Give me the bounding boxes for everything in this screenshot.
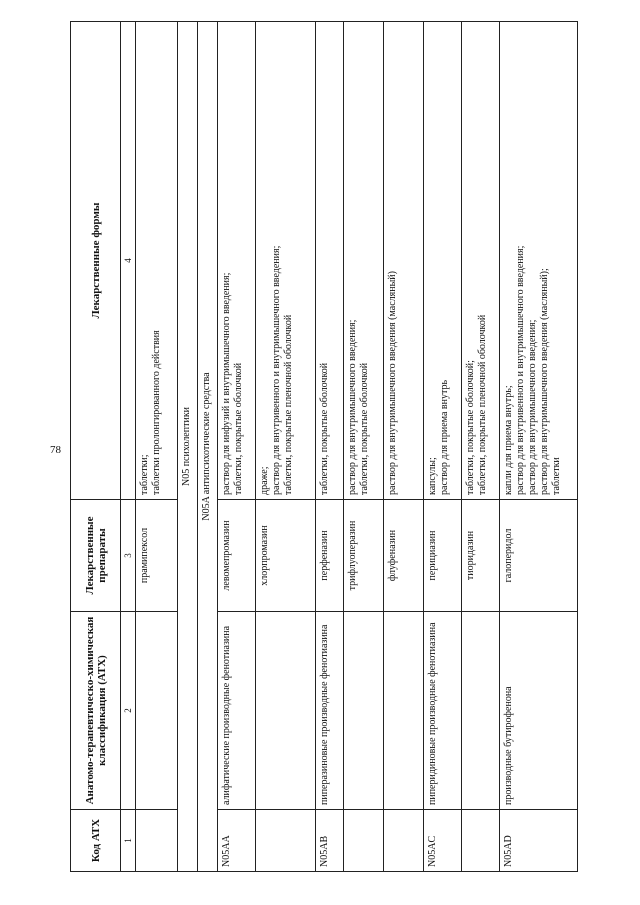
dosage-forms: таблетки, покрытые оболочкой xyxy=(316,22,344,500)
atc-class: алифатические производные фенотиазина xyxy=(218,612,256,810)
col-number: 2 xyxy=(121,612,136,810)
dosage-forms: таблетки, покрытые оболочкой; таблетки, покрытые пленочной оболочкой xyxy=(462,22,500,500)
drug-name: прамипексол xyxy=(136,500,178,612)
table-row xyxy=(218,22,256,872)
atc-class xyxy=(256,612,316,810)
drug-name: хлорпромазин xyxy=(256,500,316,612)
drug-name: тиоридазин xyxy=(462,500,500,612)
drug-name: перициазин xyxy=(424,500,462,612)
atc-class xyxy=(344,612,384,810)
table-row xyxy=(424,22,462,872)
drug-name: трифлуоперазин xyxy=(344,500,384,612)
section-title: N05 психолептики xyxy=(178,22,198,872)
dosage-forms: капли для приема внутрь; раствор для внутривенного и внутримышечного введения; раствор для внутримышечного введения; раствор для внутримышечного введения (масляный); таблетки xyxy=(500,22,578,500)
atc-code xyxy=(462,810,500,872)
col-number: 3 xyxy=(121,500,136,612)
atc-code: N05AA xyxy=(218,810,256,872)
table-row xyxy=(344,22,384,872)
dosage-forms: раствор для внутримышечного введения; таблетки, покрытые оболочкой xyxy=(344,22,384,500)
col-number: 4 xyxy=(121,22,136,500)
dosage-forms: раствор для внутримышечного введения (масляный) xyxy=(384,22,424,500)
header-code: Код АТХ xyxy=(71,810,121,872)
rotated-table-container xyxy=(70,22,570,872)
drug-name: галоперидол xyxy=(500,500,578,612)
drug-name: левомепромазин xyxy=(218,500,256,612)
header-forms: Лекарственные формы xyxy=(71,22,121,500)
table-row xyxy=(136,22,178,872)
atc-code: N05AC xyxy=(424,810,462,872)
section-row xyxy=(178,22,198,872)
col-number: 1 xyxy=(121,810,136,872)
dosage-forms: драже; раствор для внутривенного и внутримышечного введения; таблетки, покрытые пленочной оболочкой xyxy=(256,22,316,500)
page-number: 78 xyxy=(50,444,61,456)
atc-class: производные бутирофенона xyxy=(500,612,578,810)
atc-code: N05AB xyxy=(316,810,344,872)
table-row xyxy=(316,22,344,872)
drug-table xyxy=(70,21,578,872)
atc-code xyxy=(344,810,384,872)
atc-code xyxy=(136,810,178,872)
atc-code: N05AD xyxy=(500,810,578,872)
drug-name: перфеназин xyxy=(316,500,344,612)
dosage-forms: капсулы; раствор для приема внутрь xyxy=(424,22,462,500)
section-title: N05A антипсихотические средства xyxy=(198,22,218,872)
drug-name: флуфеназин xyxy=(384,500,424,612)
atc-class: пиперидиновые производные фенотиазина xyxy=(424,612,462,810)
atc-code xyxy=(256,810,316,872)
dosage-forms: раствор для инфузий и внутримышечного введения; таблетки, покрытые оболочкой xyxy=(218,22,256,500)
header-drugs: Лекарственные препараты xyxy=(71,500,121,612)
atc-class xyxy=(384,612,424,810)
header-classification: Анатомо-терапевтическо-химическая классификация (АТХ) xyxy=(71,612,121,810)
atc-class xyxy=(462,612,500,810)
atc-class xyxy=(136,612,178,810)
section-row xyxy=(198,22,218,872)
atc-code xyxy=(384,810,424,872)
table-row xyxy=(384,22,424,872)
atc-class: пиперазиновые производные фенотиазина xyxy=(316,612,344,810)
table-row xyxy=(462,22,500,872)
table-row xyxy=(500,22,578,872)
table-row xyxy=(256,22,316,872)
dosage-forms: таблетки; таблетки пролонгированного действия xyxy=(136,22,178,500)
